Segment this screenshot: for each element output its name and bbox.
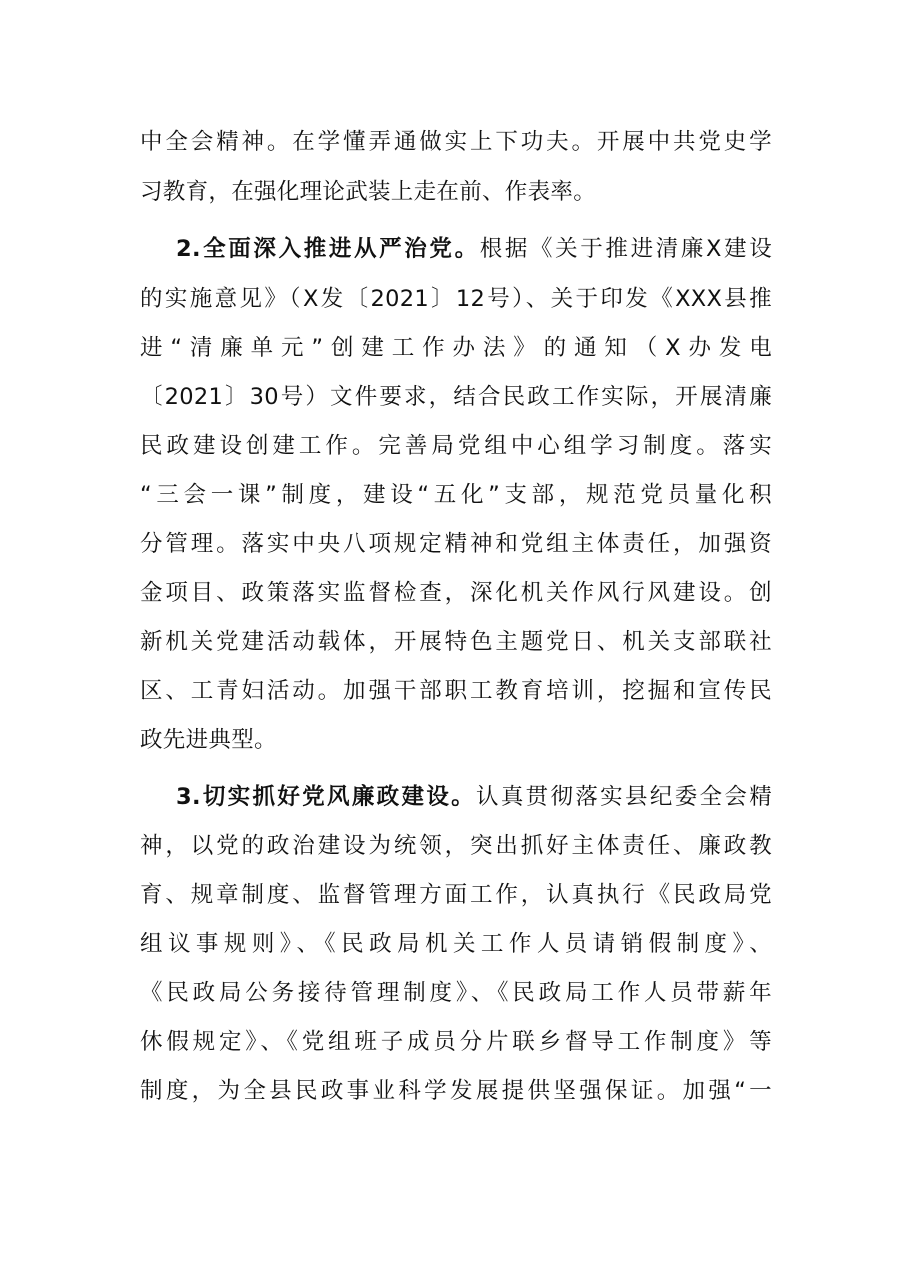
paragraph-1-line-1: 中全会精神。在学懂弄通做实上下功夫。开展中共党史学: [140, 129, 772, 155]
paragraph-2-line-9: 新机关党建活动载体，开展特色主题党日、机关支部联社: [140, 629, 772, 655]
paragraph-3-line-3: 育、规章制度、监督管理方面工作，认真执行《民政局党: [140, 882, 772, 908]
paragraph-3-line-7: 制度，为全县民政事业科学发展提供坚强保证。加强“一: [140, 1078, 772, 1104]
paragraph-2-heading: 2.全面深入推进从严治党。: [176, 236, 480, 262]
paragraph-3-heading: 3.切实抓好党风廉政建设。: [176, 784, 477, 810]
paragraph-3-line-1: [176, 775, 772, 819]
paragraph-3-line-6: 休假规定》、《党组班子成员分片联乡督导工作制度》等: [140, 1029, 772, 1055]
paragraph-2-line-4: 〔2021〕30号）文件要求，结合民政工作实际，开展清廉: [140, 384, 772, 410]
paragraph-2-line-7: 分管理。落实中央八项规定精神和党组主体责任，加强资: [140, 531, 772, 557]
paragraph-2-line-11: 政先进典型。: [140, 727, 277, 753]
paragraph-2-line-1-text: 根据《关于推进清廉X建设: [479, 236, 772, 262]
paragraph-3-line-4: 组议事规则》、《民政局机关工作人员请销假制度》、: [140, 931, 772, 957]
paragraph-2-line-8: 金项目、政策落实监督检查，深化机关作风行风建设。创: [140, 580, 772, 606]
paragraph-3-line-2: 神，以党的政治建设为统领，突出抓好主体责任、廉政教: [140, 833, 772, 859]
paragraph-2-line-1: [176, 227, 772, 271]
paragraph-1-line-2: 习教育，在强化理论武装上走在前、作表率。: [140, 179, 597, 205]
paragraph-2-line-6: “三会一课”制度，建设“五化”支部，规范党员量化积: [140, 482, 772, 508]
paragraph-2-line-5: 民政建设创建工作。完善局党组中心组学习制度。落实: [140, 433, 772, 459]
paragraph-3-line-1-text: 认真贯彻落实县纪委全会精: [476, 784, 772, 810]
paragraph-2-line-3: 进“清廉单元”创建工作办法》的通知（X办发电: [140, 335, 772, 361]
paragraph-3-line-5: 《民政局公务接待管理制度》、《民政局工作人员带薪年: [140, 980, 772, 1006]
paragraph-2-line-2: 的实施意见》（X发〔2021〕12号）、关于印发《XXX县推: [140, 286, 772, 312]
paragraph-2-line-10: 区、工青妇活动。加强干部职工教育培训，挖掘和宣传民: [140, 678, 772, 704]
